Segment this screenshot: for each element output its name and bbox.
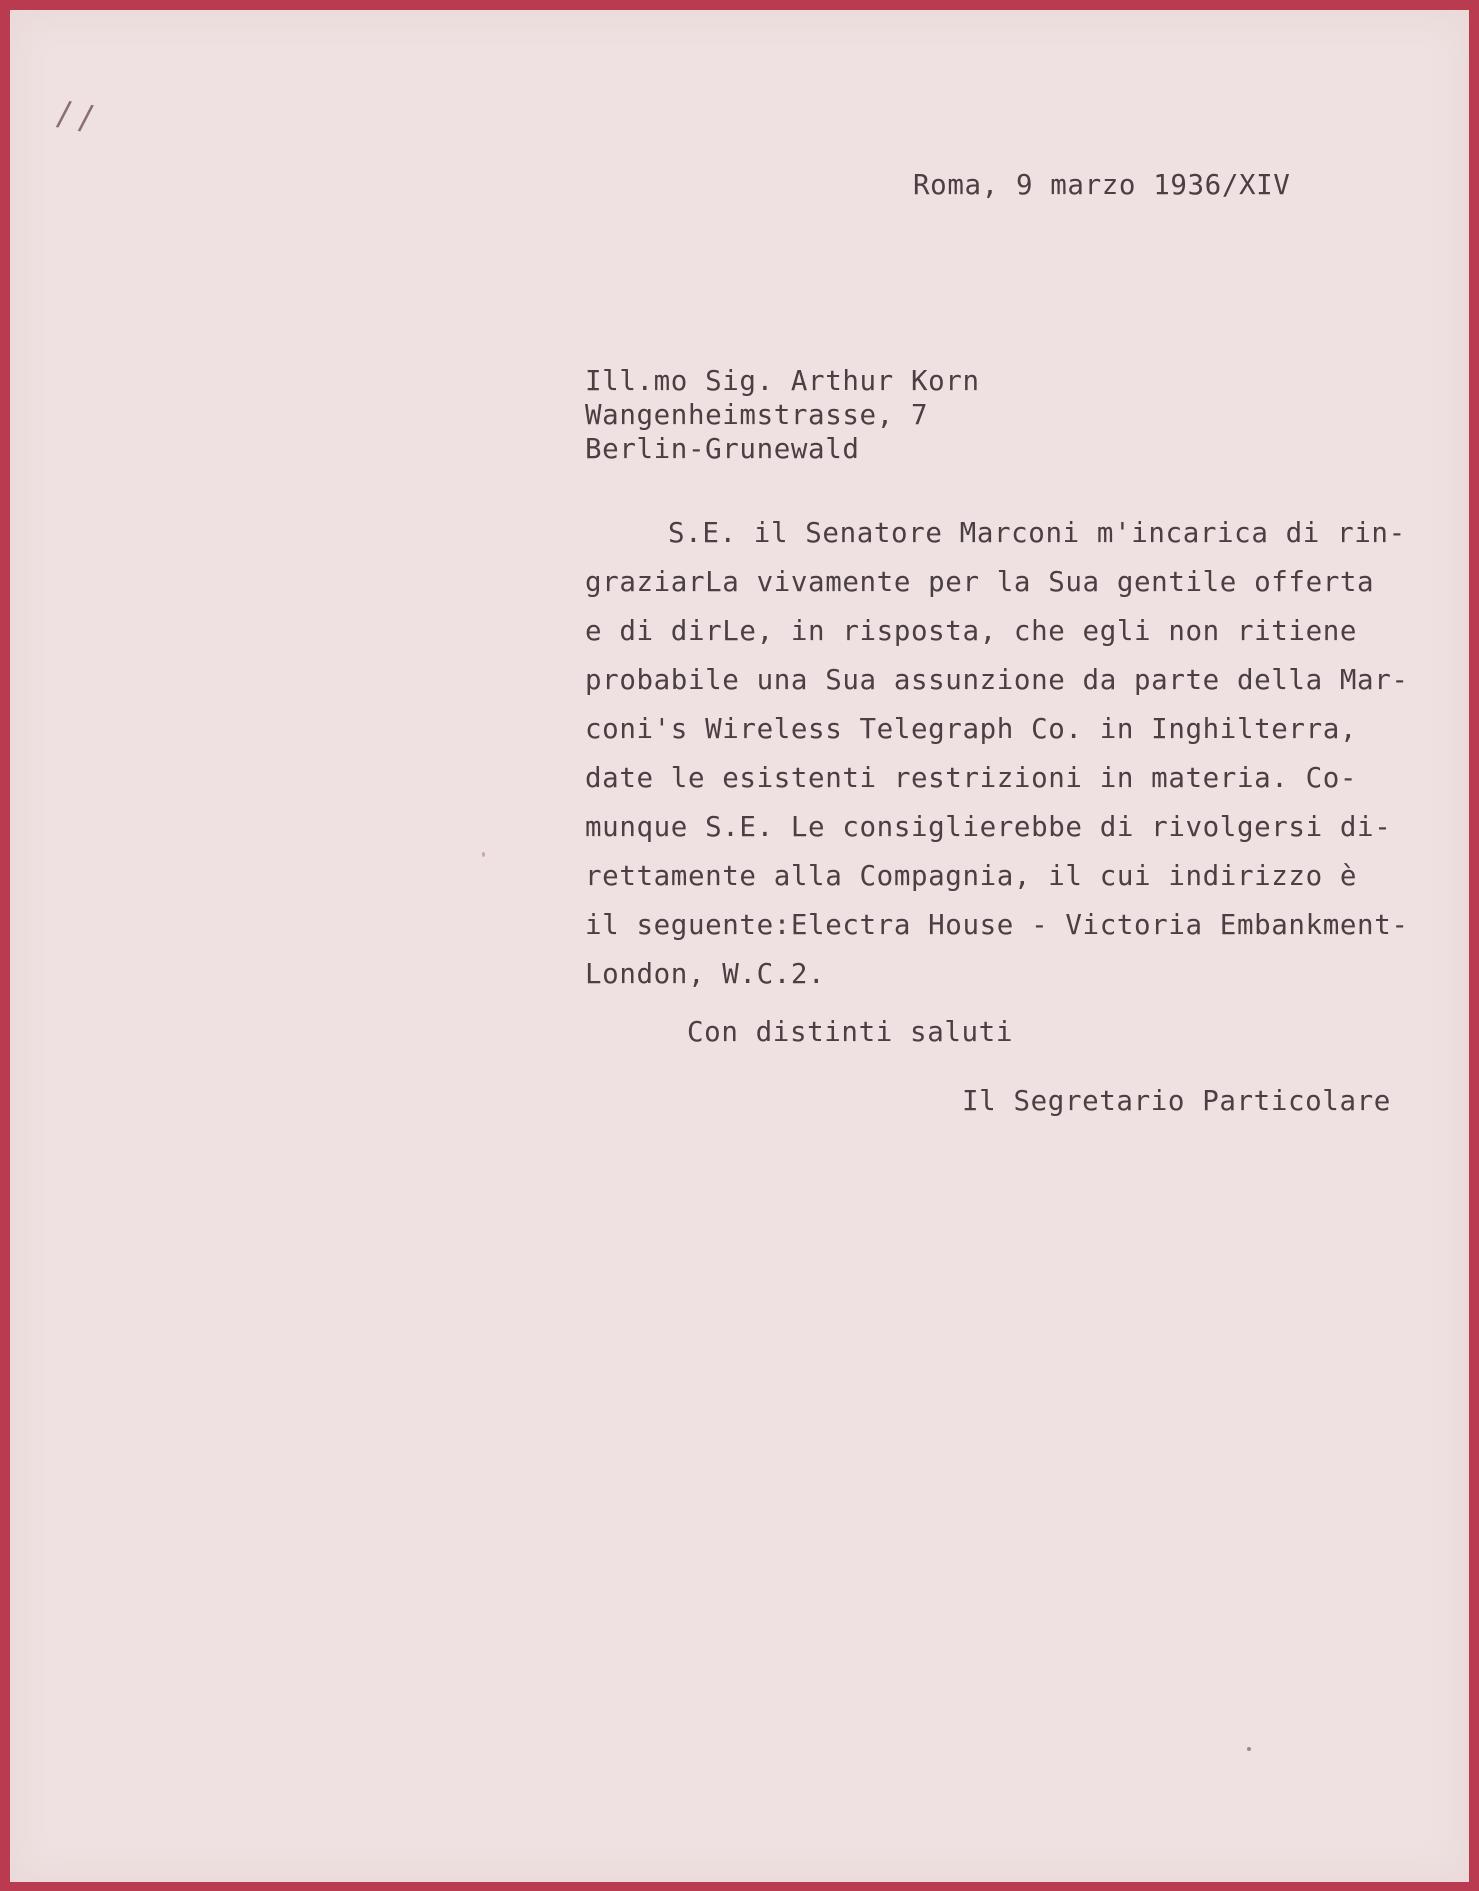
recipient-name: Ill.mo Sig. Arthur Korn [585, 365, 980, 397]
body-line: munque S.E. Le consiglierebbe di rivolgersi di- [585, 811, 1392, 843]
body-line: S.E. il Senatore Marconi m'incarica di rin- [668, 517, 1406, 549]
signature-title: Il Segretario Particolare [962, 1085, 1391, 1117]
body-line: probabile una Sua assunzione da parte della Mar- [585, 664, 1409, 696]
body-line: coni's Wireless Telegraph Co. in Inghilterra, [585, 713, 1358, 745]
recipient-city: Berlin-Grunewald [585, 433, 860, 465]
letter-date: Roma, 9 marzo 1936/XIV [913, 169, 1291, 201]
paper-speck [482, 852, 485, 857]
letter-page [10, 10, 1469, 1882]
body-line: il seguente:Electra House - Victoria Embankment- [585, 909, 1409, 941]
body-line: date le esistenti restrizioni in materia. Co- [585, 762, 1358, 794]
recipient-street: Wangenheimstrasse, 7 [585, 399, 929, 431]
body-line: graziarLa vivamente per la Sua gentile offerta [585, 566, 1375, 598]
body-line: rettamente alla Compagnia, il cui indirizzo è [585, 860, 1358, 892]
closing-salutation: Con distinti saluti [687, 1016, 1013, 1048]
paper-speck [1247, 1747, 1251, 1751]
body-line: London, W.C.2. [585, 958, 826, 990]
body-line: e di dirLe, in risposta, che egli non ritiene [585, 615, 1358, 647]
margin-pencil-mark: / / [54, 93, 95, 139]
